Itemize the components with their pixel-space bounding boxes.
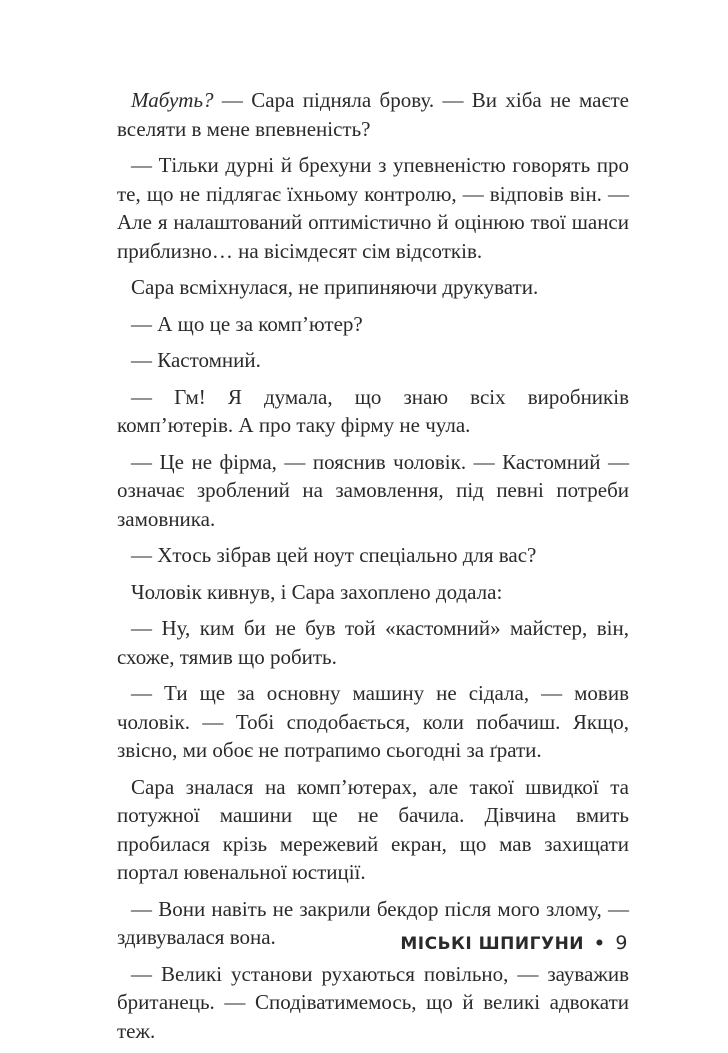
paragraph-2: — Тільки дурні й брехуни з упевненістю говорять про те, що не підлягає їхньому контролю, — відповів він. — Але я налаштований оптимістично й оцінюю твої шанси приблизно… на вісімдесят сім відсотків. (117, 153, 629, 263)
paragraph-13: — Вони навіть не закрили бекдор після мого злому, — здивувалася вона. (117, 896, 629, 949)
paragraph-3: Сара всміхнулася, не припиняючи друкувати. (131, 275, 539, 299)
paragraph-12: Сара зналася на комп’ютерах, але такої швидкої та потужної машини ще не бачила. Дівчина вмить пробилася крізь мережевий екран, що мав захищати портал ювенальної юстиції. (117, 774, 629, 884)
paragraph-8: — Хтось зібрав цей ноут спеціально для вас? (131, 543, 537, 567)
paragraph-1-italic: Мабуть? (131, 88, 214, 112)
paragraph-4: — А що це за комп’ютер? (131, 311, 363, 336)
paragraph-9: Чоловік кивнув, і Сара захоплено додала: (131, 579, 503, 604)
paragraph-1 (117, 86, 629, 143)
running-footer (400, 932, 628, 954)
paragraph-5: — Кастомний. (131, 348, 261, 372)
paragraph-7: — Це не фірма, — пояснив чоловік. — Кастомний — означає зроблений на замовлення, під певні потреби замовника. (117, 449, 629, 531)
page-number: 9 (615, 932, 628, 954)
paragraph-11: — Ти ще за основну машину не сідала, — мовив чоловік. — Тобі сподобається, коли побачиш. Якщо, звісно, ми обоє не потрапимо сьогодні за ґрати. (117, 681, 629, 762)
book-title: МІСЬКІ ШПИГУНИ (400, 934, 585, 954)
paragraph-1-text: — Сара підняла брову. — Ви хіба не маєте вселяти в мене впевненість? (117, 88, 629, 141)
book-page-text (117, 86, 629, 1053)
paragraph-14: — Великі установи рухаються повільно, — зауважив британець. — Сподіватимемось, що й великі адвокати теж. (117, 961, 629, 1043)
paragraph-6: — Гм! Я думала, що знаю всіх виробників комп’ютерів. А про таку фірму не чула. (117, 384, 629, 437)
footer-separator: • (594, 934, 606, 954)
paragraph-10: — Ну, ким би не був той «кастомний» майстер, він, схоже, тямив що робить. (117, 616, 629, 669)
